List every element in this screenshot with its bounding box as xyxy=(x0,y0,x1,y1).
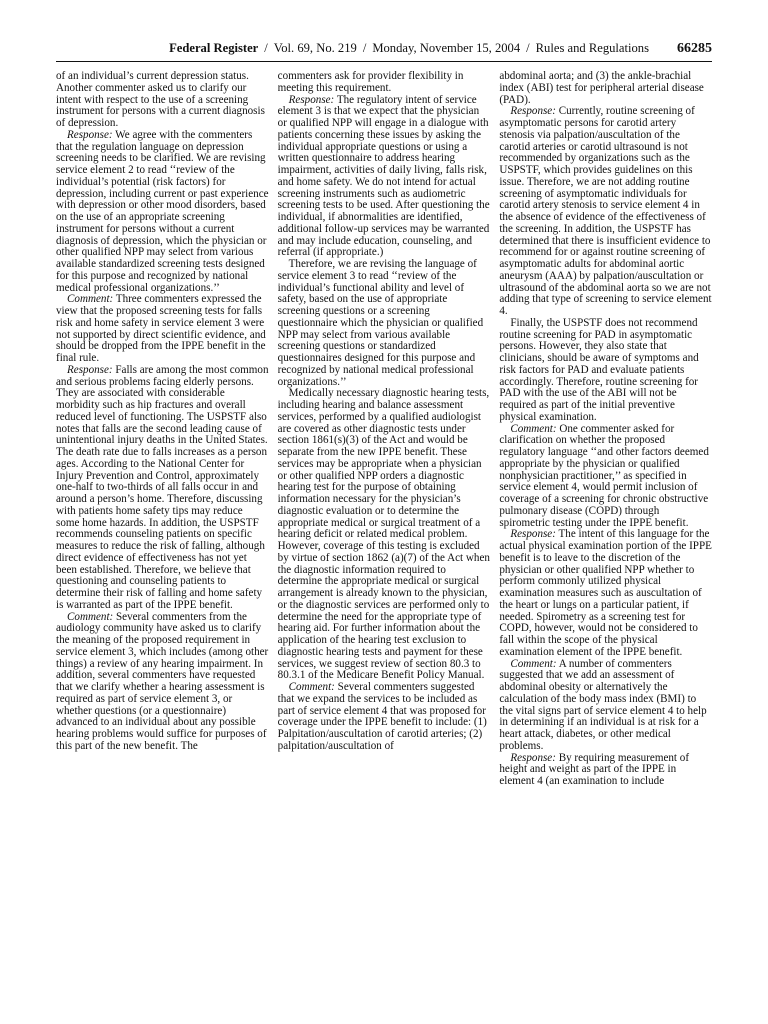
paragraph xyxy=(499,424,712,530)
paragraph xyxy=(56,365,269,612)
paragraph-label: Response: xyxy=(67,363,113,376)
header-separator: / xyxy=(526,41,530,55)
section-name: Rules and Regulations xyxy=(535,41,649,55)
paragraph xyxy=(56,294,269,365)
header-separator: / xyxy=(264,41,268,55)
column-1 xyxy=(56,71,269,788)
running-header xyxy=(56,40,712,62)
paragraph xyxy=(278,95,491,260)
paragraph-label: Comment: xyxy=(67,610,114,623)
paragraph-label: Comment: xyxy=(510,657,557,670)
issue-date: Monday, November 15, 2004 xyxy=(372,41,521,55)
header-separator: / xyxy=(362,41,367,55)
paragraph-text: By requiring measurement of height and weight as part of the IPPE in element 4 (an examination to include xyxy=(499,751,690,787)
paragraph-text: Several commenters from the audiology community have asked us to clarify the meaning of the proposed requirement in service element 3, which includes (among other things) a review of any hearing impairment. In addition, several commenters have requested that we clarify whether a hearing assessment is required as part of service element 3, or whether questions (or a questionnaire) advanced to an individual about any possible hearing problems would suffice for purposes of this part of the new benefit. The xyxy=(56,610,269,752)
paragraph xyxy=(278,71,491,95)
paragraph xyxy=(278,388,491,682)
paragraph-text: Several commenters suggested that we expand the services to be included as part of service element 4 that was proposed for coverage under the IPPE benefit to include: (1) Palpitation/auscultation of carotid arteries; (2) palpitation/auscultation of xyxy=(277,681,487,752)
paragraph-label: Response: xyxy=(288,93,335,106)
paragraph-text: Therefore, we are revising the language of service element 3 to read ‘‘review of the individual’s functional ability and level of safety, based on the use of appropriate screening questions or a screening questionnaire which the physician or qualified NPP may select from various available screening questions or standardized questionnaires designed for this purpose and recognized by national medical professional organizations.’’ xyxy=(277,258,484,388)
column-3 xyxy=(499,71,712,788)
paragraph-text: The intent of this language for the actual physical examination portion of the IPPE benefit is to leave to the discretion of the physician or other qualified NPP whether to perform commonly utilized physical examination measures such as auscultation of the heart or lungs on a particular patient, if needed. Spirometry as a screening test for COPD, however, would not be considered to fall within the scope of the physical examination element of the IPPE benefit. xyxy=(499,528,712,658)
paragraph xyxy=(56,130,269,295)
paragraph-label: Comment: xyxy=(67,293,114,306)
paragraph-text: Three commenters expressed the view that the proposed screening tests for falls risk and home safety in service element 3 were not supported by direct scientific evidence, and should be dropped from the IPPE benefit in the final rule. xyxy=(56,293,266,364)
paragraph-label: Comment: xyxy=(288,681,335,693)
paragraph xyxy=(499,106,712,318)
paragraph-label: Response: xyxy=(510,751,556,764)
column-2 xyxy=(278,71,491,788)
paragraph xyxy=(499,529,712,658)
paragraph xyxy=(56,612,269,753)
paragraph xyxy=(499,753,712,788)
paragraph-text: of an individual’s current depression status. Another commenter asked us to clarify our intent with respect to the use of a screening instrument for persons with a current diagnosis of depression. xyxy=(56,71,265,129)
paragraph-label: Comment: xyxy=(510,422,557,435)
page-number: 66285 xyxy=(677,41,712,56)
paragraph xyxy=(278,259,491,388)
paragraph xyxy=(499,318,712,424)
paragraph-text: abdominal aorta; and (3) the ankle-brachial index (ABI) test for peripheral arterial disease (PAD). xyxy=(499,71,704,106)
paragraph-text: The regulatory intent of service element 3 is that we expect that the physician or qualified NPP will engage in a dialogue with patients concerning these issues by asking the individual appropriate questions or using a written questionnaire to address hearing impairment, activities of daily living, falls risk, and home safety. We do not intend for actual screening instruments such as audiometric screening tests to be used. After questioning the individual, if abnormalities are identified, additional follow-up services may be warranted and may include education, counseling, and referral (if appropriate.) xyxy=(277,93,490,259)
paragraph-text: Currently, routine screening of asymptomatic persons for carotid artery stenosis via palpation/auscultation of the carotid arteries or carotid ultrasound is not recommended by organizations such as the USPSTF, which provides guidelines on this issue. Therefore, we are not adding routine screening of asymptomatic individuals for carotid artery stenosis to service element 4 in the absence of evidence of the effectiveness of the screening. In addition, the USPSTF has determined that there is insufficient evidence to recommend for or against routine screening of asymptomatic adults for abdominal aortic aneurysm (AAA) by palpation/auscultation or ultrasound of the abdominal aorta so we are not adding that type of screening to service element 4. xyxy=(499,105,712,317)
paragraph-label: Response: xyxy=(67,128,113,141)
paragraph-text: Finally, the USPSTF does not recommend routine screening for PAD in asymptomatic persons. However, they also state that clinicians, should be aware of symptoms and risk factors for PAD and evaluate patients accordingly. Therefore, routine screening for PAD with the use of the ABI will not be required as part of the initial preventive physical examination. xyxy=(499,316,699,423)
paragraph xyxy=(499,659,712,753)
paragraph-text: One commenter asked for clarification on whether the proposed regulatory language ‘‘and other factors deemed appropriate by the physician or qualified nonphysician practitioner,’’ as specified in service element 4, would permit inclusion of coverage of a screening for chronic obstructive pulmonary disease (COPD) through spirometric testing under the IPPE benefit. xyxy=(499,422,709,529)
text-columns xyxy=(56,71,712,788)
volume-info: Vol. 69, No. 219 xyxy=(273,41,357,55)
paragraph-label: Response: xyxy=(510,105,556,118)
paragraph xyxy=(278,682,491,753)
paragraph-text: Medically necessary diagnostic hearing tests, including hearing and balance assessment services, performed by a qualified audiologist are covered as other diagnostic tests under section 1861(s)(3) of the Act and would be separate from the new IPPE benefit. These services may be appropriate when a physician or other qualified NPP orders a diagnostic hearing test for the purpose of obtaining information necessary for the physician’s diagnostic evaluation or to determine the appropriate medical or surgical treatment of a hearing deficit or related medical problem. However, coverage of this testing is excluded by virtue of section 1862 (a)(7) of the Act when the diagnostic information required to determine the appropriate medical or surgical arrangement is already known to the physician, or the diagnostic services are performed only to determine the need for the appropriate type of hearing aid. For further information about the application of the hearing test exclusion to diagnostic hearing tests and payment for these services, we suggest review of section 80.3 to 80.3.1 of the Medicare Benefit Policy Manual. xyxy=(277,387,490,682)
paragraph xyxy=(499,71,712,106)
paragraph-text: Falls are among the most common and serious problems facing elderly persons. They are associated with considerable morbidity such as hip fractures and overall reduced level of functioning. The USPSTF also notes that falls are the second leading cause of unintentional injury deaths in the United States. The death rate due to falls increases as a person ages. According to the National Center for Injury Prevention and Control, approximately one-half to two-thirds of all falls occur in and around a person’s home. Therefore, discussing with patients home safety tips may reduce some home hazards. In addition, the USPSTF recommends counseling patients on specific measures to reduce the risk of falling, although direct evidence of effectiveness has not yet been established. Therefore, we believe that questioning and counseling patients to determine their risk of falling and home safety is warranted as part of the IPPE benefit. xyxy=(56,363,269,611)
publication-name: Federal Register xyxy=(169,41,259,55)
paragraph-text: commenters ask for provider flexibility in meeting this requirement. xyxy=(277,71,464,94)
paragraph-text: A number of commenters suggested that we add an assessment of abdominal obesity or alternatively the calculation of the body mass index (BMI) to the vital signs part of service element 4 to help in determining if an individual is at risk for a heart attack, diabetes, or other medical problems. xyxy=(499,657,707,752)
paragraph-label: Response: xyxy=(510,528,556,541)
paragraph-text: We agree with the commenters that the regulation language on depression screening needs to be clarified. We are revising service element 2 to read ‘‘review of the individual’s potential (risk factors) for depression, including current or past experience with depression or other mood disorders, based on the use of an appropriate screening instrument for persons without a current diagnosis of depression, which the physician or other qualified NPP may select from various available standardized screening tests designed for this purpose and recognized by national medical professional organizations.’’ xyxy=(56,128,269,294)
paragraph xyxy=(56,71,269,130)
